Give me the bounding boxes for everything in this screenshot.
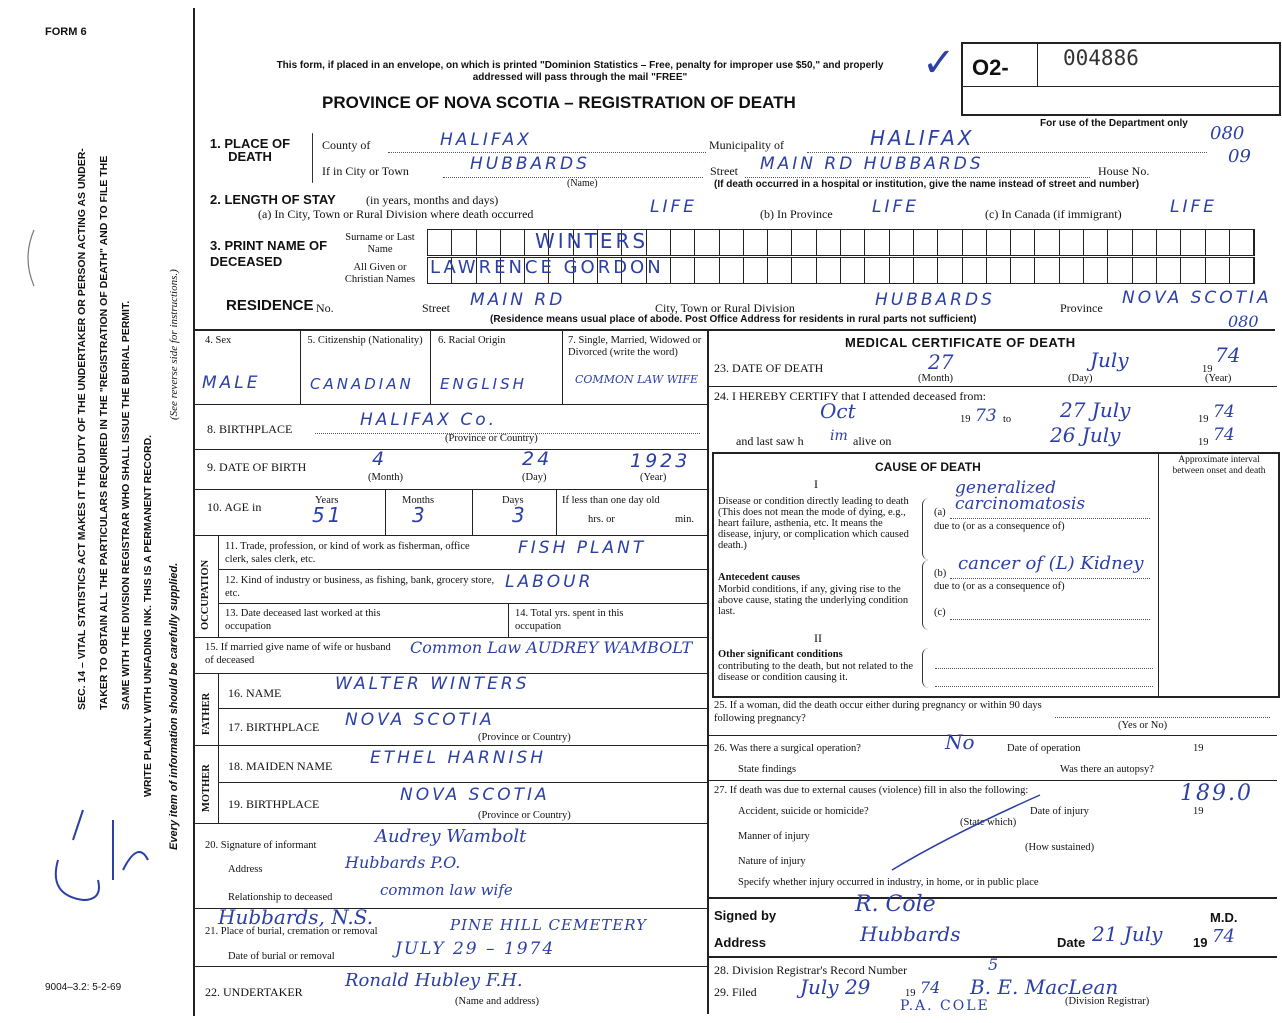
- letter-box: [477, 230, 501, 255]
- antecedent-label: Antecedent causes: [718, 572, 800, 583]
- death-year-caption: (Year): [1205, 373, 1232, 384]
- letter-box: [865, 258, 889, 283]
- county-label: County of: [322, 138, 371, 152]
- signature-address-label: Address: [714, 935, 767, 950]
- birthplace-value: HALIFAX Co.: [360, 410, 498, 430]
- to-year-prefix: 19: [1198, 414, 1209, 425]
- letter-box: [768, 230, 792, 255]
- record-number-value: 5: [988, 955, 999, 974]
- letter-box: [768, 258, 792, 283]
- print-name-label: 3. PRINT NAME OF DECEASED: [210, 238, 328, 269]
- stay-c-label: (c) In Canada (if immigrant): [985, 207, 1122, 221]
- other-line-2: [935, 686, 1153, 687]
- citizenship-label: 5. Citizenship (Nationality): [307, 335, 423, 346]
- dept-use-label: For use of the Department only: [1040, 118, 1188, 129]
- record-number-label: 28. Division Registrar's Record Number: [714, 963, 908, 977]
- row-line-7: [195, 404, 707, 405]
- print-code: 9004–3.2: 5-2-69: [45, 982, 122, 993]
- given-value: LAWRENCE GORDON: [430, 257, 664, 278]
- father-name-label: 16. NAME: [228, 686, 282, 700]
- col-5-6: [430, 329, 431, 404]
- letter-box: [938, 230, 962, 255]
- reg-box-divider: [1037, 42, 1038, 86]
- injury-year-prefix: 19: [1193, 806, 1204, 817]
- section-divider: [195, 329, 1275, 331]
- surname-value: WINTERS: [535, 229, 649, 253]
- letter-box: [1157, 258, 1181, 283]
- from-year-prefix: 19: [960, 414, 971, 425]
- cause-a-value: generalized carcinomatosis: [955, 478, 1086, 514]
- interval-label: Approximate interval between onset and death: [1172, 455, 1266, 476]
- burial-place-label: 21. Place of burial, cremation or removal: [205, 926, 378, 937]
- letter-box: [695, 258, 719, 283]
- filed-label: 29. Filed: [714, 985, 757, 999]
- letter-box: [744, 230, 768, 255]
- dob-label: 9. DATE OF BIRTH: [207, 460, 307, 474]
- age-col-1: [385, 489, 386, 535]
- letter-box: [428, 230, 452, 255]
- trade-value: FISH PLANT: [518, 538, 647, 558]
- letter-box: [1084, 230, 1108, 255]
- letter-box: [1011, 258, 1035, 283]
- father-side-line: [218, 673, 219, 745]
- sex-value: MALE: [202, 373, 261, 393]
- father-side-label: FATHER: [201, 692, 212, 735]
- other-label: Other significant conditions: [718, 649, 843, 660]
- q27-code: 189.0: [1180, 781, 1253, 806]
- cause-title: CAUSE OF DEATH: [875, 460, 981, 474]
- direct-label: Disease or condition directly leading to death (This does not mean the mode of dying, e.g., heart failure, asthenia, etc. It means the disease, injury, or complication which caused death.): [718, 496, 909, 551]
- cause-c-mark: (c): [934, 607, 946, 618]
- alive-on-label: alive on: [853, 434, 892, 448]
- letter-box: [671, 258, 695, 283]
- q27-label: 27. If death was due to external causes (violence) fill in also the following:: [714, 785, 1029, 796]
- trade-label: 11. Trade, profession, or kind of work as fisherman, office clerk, sales clerk, etc.: [225, 541, 470, 565]
- letter-box: [1157, 230, 1181, 255]
- death-year: 74: [1215, 343, 1241, 367]
- nature-label: Nature of injury: [738, 856, 806, 867]
- mother-province-caption: (Province or Country): [478, 810, 571, 821]
- to-year: 74: [1213, 402, 1235, 422]
- attended-from: Oct: [820, 399, 856, 423]
- informant-label: 20. Signature of informant: [205, 840, 317, 851]
- registrar-signature: B. E. MacLean: [970, 975, 1119, 999]
- letter-box: [671, 230, 695, 255]
- marital-label: 7. Single, Married, Widowed or Divorced (write the word): [568, 335, 702, 358]
- date-of-operation-label: Date of operation: [1007, 743, 1081, 754]
- filed-year-prefix: 19: [905, 988, 916, 999]
- city-label: If in City or Town: [322, 164, 409, 178]
- col-4-5: [300, 329, 301, 404]
- letter-box: [1181, 230, 1205, 255]
- place-of-death-label: 1. PLACE OF DEATH: [209, 136, 291, 164]
- left-border: [193, 8, 195, 1016]
- filed-date: July 29: [800, 975, 871, 999]
- name-caption: (Name): [567, 178, 598, 189]
- letter-box: [987, 258, 1011, 283]
- letter-box: [744, 258, 768, 283]
- informant-address-label: Address: [228, 864, 263, 875]
- dob-day-caption: (Day): [522, 472, 547, 483]
- dept-code-2: 09: [1228, 146, 1251, 167]
- state-which-caption: (State which): [960, 817, 1017, 828]
- letter-box: [914, 258, 938, 283]
- q25-line: [1055, 717, 1270, 718]
- municipality-value: HALIFAX: [870, 126, 975, 150]
- stay-b-label: (b) In Province: [760, 207, 833, 221]
- years-label: Years: [315, 495, 339, 506]
- relationship-value: common law wife: [380, 881, 513, 899]
- letter-box: [865, 230, 889, 255]
- letter-box: [1133, 258, 1157, 283]
- md-label: M.D.: [1210, 910, 1238, 925]
- death-month: 27: [928, 350, 954, 374]
- row-line-9: [195, 489, 707, 490]
- row-line-17: [195, 745, 707, 746]
- dob-month: 4: [372, 448, 388, 470]
- dept-code-3: 080: [1228, 312, 1259, 331]
- cause-b-line: [950, 578, 1150, 579]
- mother-birthplace-label: 19. BIRTHPLACE: [228, 797, 320, 811]
- letter-box: [817, 230, 841, 255]
- months-label: Months: [402, 495, 435, 506]
- row-line-10: [195, 535, 707, 536]
- letter-box: [914, 230, 938, 255]
- reg-box-line: [961, 86, 1279, 87]
- spouse-label: 15. If married give name of wife or husband of deceased: [205, 642, 391, 666]
- cause-c-line: [950, 619, 1150, 620]
- stay-a-label: (a) In City, Town or Rural Division where death occurred: [258, 207, 534, 221]
- operation-year-prefix: 19: [1193, 743, 1204, 754]
- county-line: [388, 152, 706, 153]
- yes-no-caption: (Yes or No): [1118, 720, 1168, 731]
- signature-year: 74: [1212, 926, 1235, 947]
- age-days: 3: [512, 503, 528, 527]
- to-label: to: [1003, 414, 1012, 425]
- letter-box: [963, 258, 987, 283]
- letter-box: [841, 230, 865, 255]
- given-label: All Given or Christian Names: [344, 262, 416, 285]
- province-caption-8: (Province or Country): [445, 433, 538, 444]
- letter-box: [647, 230, 671, 255]
- industry-value: LABOUR: [505, 572, 594, 592]
- street-line: [745, 177, 1090, 178]
- registrar-caption: (Division Registrar): [1065, 996, 1150, 1007]
- father-line: [218, 708, 707, 709]
- certify-label: 24. I HEREBY CERTIFY that I attended deceased from:: [714, 389, 986, 403]
- stay-b-value: LIFE: [872, 197, 920, 217]
- letter-box: [841, 258, 865, 283]
- dept-code-1: 080: [1210, 123, 1245, 144]
- signature-date-label: Date: [1057, 935, 1086, 950]
- burial-place-note: Hubbards, N.S.: [218, 905, 374, 929]
- accident-label: Accident, suicide or homicide?: [738, 806, 869, 817]
- informant-address: Hubbards P.O.: [345, 853, 461, 872]
- undertaker-value: Ronald Hubley F.H.: [345, 970, 523, 991]
- informant-signature: Audrey Wambolt: [375, 826, 527, 847]
- brace-other: [922, 648, 929, 688]
- occupation-side-line: [218, 535, 219, 637]
- letter-box: [1060, 230, 1084, 255]
- letter-box: [695, 230, 719, 255]
- antecedent-desc: Morbid conditions, if any, giving rise to the above cause, stating the underlying condition last.: [718, 584, 909, 617]
- residence-label: RESIDENCE: [226, 297, 314, 314]
- letter-box: [452, 230, 476, 255]
- total-years-label: 14. Total yrs. spent in this occupation: [515, 608, 624, 632]
- occupation-side-label: OCCUPATION: [200, 559, 211, 630]
- mother-maiden-value: ETHEL HARNISH: [370, 748, 547, 768]
- letter-box: [987, 230, 1011, 255]
- letter-box: [1060, 258, 1084, 283]
- sec14-line-3: SAME WITH THE DIVISION REGISTRAR WHO SHALL ISSUE THE BURIAL PERMIT.: [120, 300, 132, 710]
- q26-answer: No: [945, 730, 975, 754]
- occ-col: [508, 603, 509, 637]
- letter-box: [720, 230, 744, 255]
- sex-label: 4. Sex: [205, 335, 232, 346]
- relationship-label: Relationship to deceased: [228, 892, 333, 903]
- section-i: I: [814, 477, 818, 491]
- section-ii: II: [814, 631, 822, 645]
- letter-box: [1181, 258, 1205, 283]
- city-value: HUBBARDS: [470, 154, 590, 174]
- citizenship-value: CANADIAN: [310, 375, 414, 393]
- strike-line: [890, 790, 1050, 880]
- age-col-3: [556, 489, 557, 535]
- other-line-1: [935, 668, 1153, 669]
- letter-box: [1206, 258, 1230, 283]
- letter-box: [890, 230, 914, 255]
- death-year-prefix: 19: [1202, 364, 1213, 375]
- due-to-b: due to (or as a consequence of): [934, 581, 1065, 592]
- dob-month-caption: (Month): [368, 472, 403, 483]
- center-divider: [707, 329, 709, 1014]
- letter-box: [792, 230, 816, 255]
- manner-label: Manner of injury: [738, 831, 810, 842]
- residence-city-label: City, Town or Rural Division: [655, 301, 795, 315]
- last-worked-label: 13. Date deceased last worked at this occupation: [225, 608, 381, 632]
- death-day: July: [1090, 348, 1129, 372]
- mother-side-line: [218, 745, 219, 823]
- surname-label: Surname or Last Name: [345, 232, 415, 255]
- letter-box: [792, 258, 816, 283]
- sec14-line-1: SEC. 14 – VITAL STATISTICS ACT MAKES IT THE DUTY OF THE UNDERTAKER OR PERSON ACTING AS UNDER-: [76, 148, 88, 710]
- dob-year-caption: (Year): [640, 472, 667, 483]
- residence-street: MAIN RD: [470, 290, 566, 310]
- marital-value: COMMON LAW WIFE: [575, 373, 699, 386]
- burial-place-value: PINE HILL CEMETERY: [450, 916, 647, 934]
- signature-address-value: Hubbards: [860, 922, 961, 946]
- under-day-label: If less than one day old: [562, 495, 660, 506]
- father-birthplace-label: 17. BIRTHPLACE: [228, 720, 320, 734]
- letter-box: [1011, 230, 1035, 255]
- brace-antecedent: [922, 560, 929, 630]
- state-findings-label: State findings: [738, 764, 797, 775]
- med-line-23: [709, 386, 1277, 387]
- length-of-stay-sub: (in years, months and days): [366, 193, 499, 207]
- days-label: Days: [502, 495, 524, 506]
- brace-direct: [922, 498, 929, 560]
- every-item-note: Every item of information should be carefully supplied.: [168, 562, 180, 850]
- signed-by-label: Signed by: [714, 908, 777, 923]
- length-of-stay-label: 2. LENGTH OF STAY: [210, 192, 336, 207]
- sec14-line-4: WRITE PLAINLY WITH UNFADING INK. THIS IS A PERMANENT RECORD.: [142, 434, 154, 797]
- birthplace-label: 8. BIRTHPLACE: [207, 422, 293, 436]
- med-line-25: [709, 735, 1277, 736]
- letter-box: [1084, 258, 1108, 283]
- burial-date-label: Date of burial or removal: [228, 951, 335, 962]
- street-label: Street: [710, 164, 738, 178]
- father-birthplace-value: NOVA SCOTIA: [345, 710, 495, 730]
- age-label: 10. AGE in: [207, 500, 262, 514]
- industry-label: 12. Kind of industry or business, as fishing, bank, grocery store, etc.: [225, 575, 495, 599]
- min-label: min.: [675, 514, 694, 525]
- reg-prefix: O2-: [972, 55, 1009, 80]
- autopsy-label: Was there an autopsy?: [1060, 764, 1154, 775]
- occ-line-1: [218, 569, 707, 570]
- undertaker-caption: (Name and address): [455, 996, 539, 1007]
- letter-box: [1108, 258, 1132, 283]
- father-province-caption: (Province or Country): [478, 732, 571, 743]
- residence-note: (Residence means usual place of abode. Post Office Address for residents in rural parts not sufficient): [490, 314, 977, 325]
- medical-title: MEDICAL CERTIFICATE OF DEATH: [845, 335, 1076, 350]
- margin-signature-icon: [28, 800, 168, 920]
- other-desc: contributing to the death, but not related to the disease or condition causing it.: [718, 661, 914, 683]
- col-6-7: [562, 329, 563, 404]
- check-mark: ✓: [922, 40, 956, 86]
- residence-city: HUBBARDS: [875, 290, 995, 310]
- residence-province: NOVA SCOTIA: [1122, 288, 1272, 308]
- specify-label: Specify whether injury occurred in industry, in home, or in public place: [738, 877, 1039, 888]
- letter-box: [963, 230, 987, 255]
- page-title: PROVINCE OF NOVA SCOTIA – REGISTRATION OF DEATH: [322, 93, 796, 112]
- date-of-injury-label: Date of injury: [1030, 806, 1089, 817]
- signature-date-value: 21 July: [1092, 922, 1163, 946]
- origin-label: 6. Racial Origin: [438, 335, 506, 346]
- letter-box: [720, 258, 744, 283]
- coder-stamp: P.A. COLE: [900, 998, 990, 1014]
- mother-side-label: MOTHER: [201, 764, 212, 812]
- q25-label: 25. If a woman, did the death occur either during pregnancy or within 90 days following pregnancy?: [714, 700, 1042, 724]
- cause-a-line: [950, 518, 1150, 519]
- last-saw-date: 26 July: [1050, 423, 1121, 447]
- row-line-21: [195, 966, 707, 967]
- dob-year: 1923: [630, 450, 691, 472]
- form-number: FORM 6: [45, 26, 87, 38]
- cause-a-mark: (a): [934, 507, 946, 518]
- letter-box: [1108, 230, 1132, 255]
- residence-street-label: Street: [422, 301, 450, 315]
- mail-notice: This form, if placed in an envelope, on which is printed "Dominion Statistics – Free, penalty for improper use $50," and properly addressed will pass through the mail "FREE": [276, 60, 884, 83]
- age-years: 51: [312, 503, 344, 527]
- filed-year: 74: [920, 978, 941, 997]
- last-saw-mark: im: [830, 428, 848, 444]
- letter-box: [1230, 230, 1254, 255]
- cause-b-mark: (b): [934, 568, 947, 579]
- letter-box: [1230, 258, 1254, 283]
- letter-box: [1035, 230, 1059, 255]
- municipality-label: Municipality of: [709, 138, 784, 152]
- signature-year-prefix: 19: [1193, 935, 1208, 950]
- see-reverse-note: (See reverse side for instructions.): [168, 269, 180, 420]
- from-year: 73: [975, 406, 997, 426]
- reg-number: 004886: [1063, 46, 1139, 70]
- street-value: MAIN RD HUBBARDS: [760, 154, 984, 174]
- residence-province-label: Province: [1060, 301, 1103, 315]
- letter-box: [1206, 230, 1230, 255]
- occ-line-2: [218, 603, 707, 604]
- attended-to: 27 July: [1060, 398, 1131, 422]
- undertaker-label: 22. UNDERTAKER: [205, 985, 303, 999]
- county-value: HALIFAX: [440, 130, 532, 150]
- spouse-value: Common Law AUDREY WAMBOLT: [410, 638, 693, 657]
- letter-box: [938, 258, 962, 283]
- due-to-a: due to (or as a consequence of): [934, 521, 1065, 532]
- brace-place: [312, 133, 313, 183]
- last-saw-year-prefix: 19: [1198, 437, 1209, 448]
- hospital-note: (If death occurred in a hospital or institution, give the name instead of street and number): [714, 179, 1140, 190]
- municipality-line: [807, 152, 1207, 153]
- age-col-2: [472, 489, 473, 535]
- med-line-27: [709, 897, 1277, 899]
- letter-box: [817, 258, 841, 283]
- sec14-line-2: TAKER TO OBTAIN ALL THE PARTICULARS REQUIRED IN THE "REGISTRATION OF DEATH" AND TO FILE THE: [98, 155, 110, 710]
- stay-c-value: LIFE: [1170, 197, 1218, 217]
- mother-line: [218, 782, 707, 783]
- cause-b-value: cancer of (L) Kidney: [958, 553, 1144, 574]
- letter-box: [1133, 230, 1157, 255]
- how-sustained-caption: (How sustained): [1025, 842, 1095, 853]
- last-saw-label: and last saw h: [736, 434, 804, 448]
- house-label: House No.: [1098, 164, 1150, 178]
- hrs-label: hrs. or: [588, 514, 615, 525]
- burial-date-value: JULY 29 – 1974: [395, 939, 556, 959]
- origin-value: ENGLISH: [440, 375, 527, 393]
- row-line-19: [195, 823, 707, 824]
- father-name-value: WALTER WINTERS: [335, 674, 530, 694]
- mother-birthplace-value: NOVA SCOTIA: [400, 785, 550, 805]
- date-of-death-label: 23. DATE OF DEATH: [714, 361, 824, 375]
- letter-box: [501, 230, 525, 255]
- death-month-caption: (Month): [918, 373, 953, 384]
- margin-mark-icon: [18, 228, 38, 288]
- mother-maiden-label: 18. MAIDEN NAME: [228, 759, 333, 773]
- death-day-caption: (Day): [1068, 373, 1093, 384]
- cause-interval-line: [1158, 452, 1159, 696]
- age-months: 3: [412, 503, 428, 527]
- q26-label: 26. Was there a surgical operation?: [714, 743, 861, 754]
- letter-box: [890, 258, 914, 283]
- signed-by-value: R. Cole: [855, 892, 936, 917]
- residence-no-label: No.: [316, 301, 334, 315]
- stay-a-value: LIFE: [650, 197, 698, 217]
- last-saw-year: 74: [1213, 425, 1235, 445]
- dob-day: 24: [522, 448, 553, 470]
- letter-box: [1035, 258, 1059, 283]
